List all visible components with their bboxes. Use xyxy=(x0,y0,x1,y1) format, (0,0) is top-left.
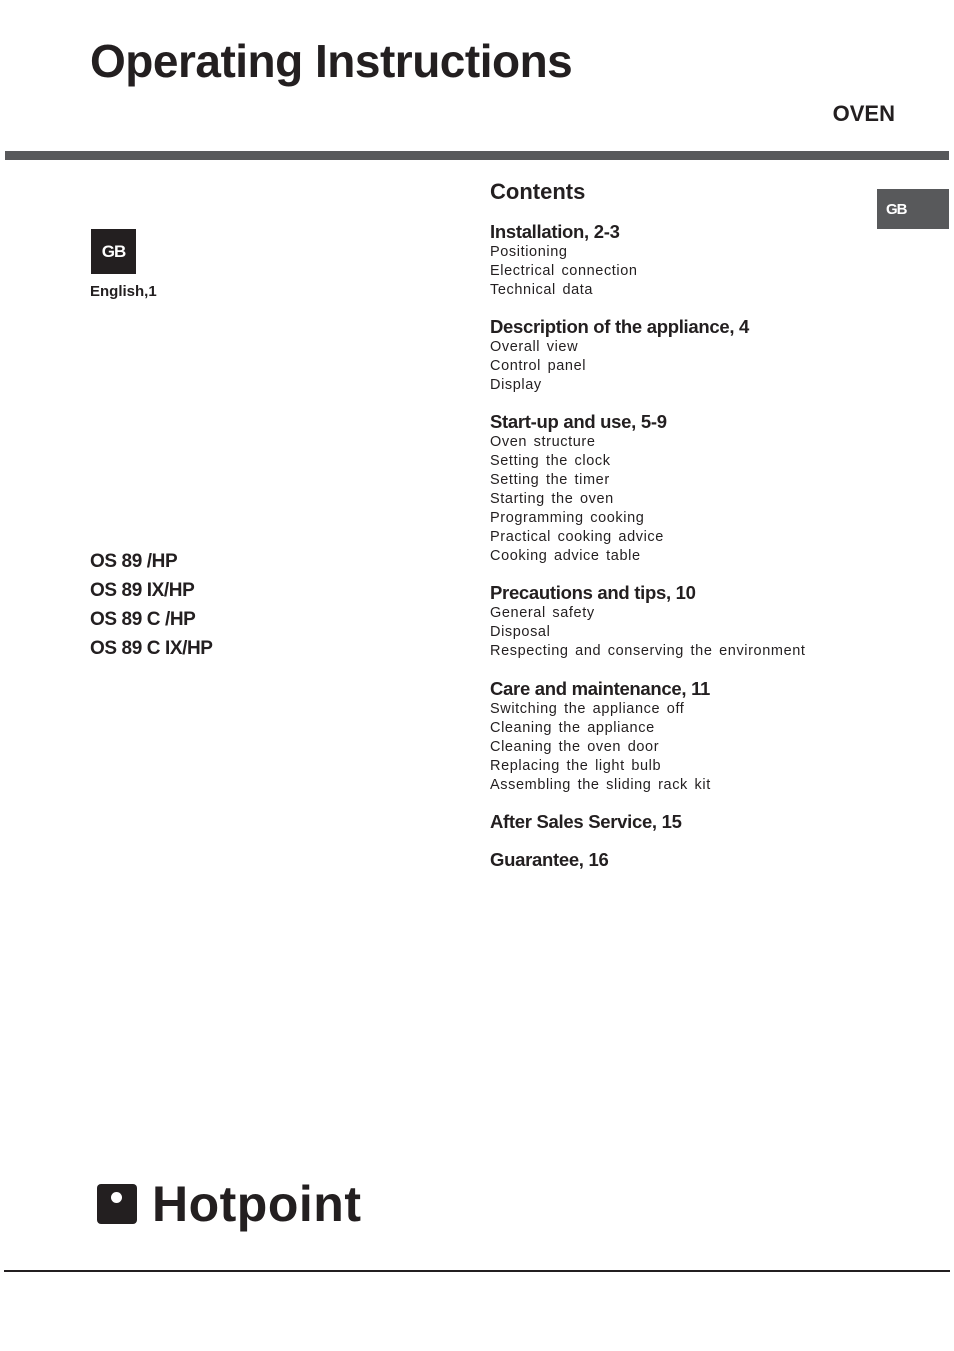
section-item: Cooking advice table xyxy=(490,548,641,564)
language-label: English,1 xyxy=(90,283,157,300)
hotpoint-logo-icon xyxy=(97,1184,137,1224)
section-item: Electrical connection xyxy=(490,263,638,279)
contents-section-startup xyxy=(490,411,667,566)
page-title: Operating Instructions xyxy=(90,35,573,87)
section-title: Guarantee, 16 xyxy=(490,849,609,870)
section-item: Control panel xyxy=(490,358,587,374)
language-tab: GB xyxy=(877,189,949,229)
section-item: Switching the appliance off xyxy=(490,701,685,717)
contents-section-description xyxy=(490,316,749,395)
section-item: Starting the oven xyxy=(490,491,614,507)
contents-section-care xyxy=(490,678,711,795)
model-name: OS 89 /HP xyxy=(90,551,178,572)
section-item: Practical cooking advice xyxy=(490,529,664,545)
footer-divider xyxy=(4,1270,950,1272)
product-type: OVEN xyxy=(832,101,895,126)
model-name: OS 89 C IX/HP xyxy=(90,638,213,659)
contents-section-precautions xyxy=(490,582,806,661)
section-item: Setting the clock xyxy=(490,453,611,469)
contents-heading: Contents xyxy=(490,179,586,204)
section-item: Cleaning the appliance xyxy=(490,720,655,736)
section-item: Overall view xyxy=(490,339,579,355)
section-title: After Sales Service, 15 xyxy=(490,811,682,832)
brand-name: Hotpoint xyxy=(152,1176,362,1232)
model-list xyxy=(90,550,213,666)
section-title: Installation, 2-3 xyxy=(490,221,620,242)
model-name: OS 89 IX/HP xyxy=(90,580,195,601)
section-title: Start-up and use, 5-9 xyxy=(490,411,667,432)
section-title: Care and maintenance, 11 xyxy=(490,678,711,699)
section-item: Positioning xyxy=(490,244,568,260)
contents-section-after-sales xyxy=(490,811,682,833)
section-item: Cleaning the oven door xyxy=(490,739,660,755)
contents-section-installation xyxy=(490,221,638,300)
section-item: Assembling the sliding rack kit xyxy=(490,777,711,793)
section-title: Description of the appliance, 4 xyxy=(490,316,750,337)
section-item: Setting the timer xyxy=(490,472,610,488)
section-item: Technical data xyxy=(490,282,594,298)
language-badge: GB xyxy=(91,229,136,274)
section-item: General safety xyxy=(490,605,595,621)
section-item: Display xyxy=(490,377,542,393)
section-item: Programming cooking xyxy=(490,510,645,526)
section-item: Respecting and conserving the environment xyxy=(490,643,806,659)
header-divider xyxy=(5,151,949,160)
section-item: Disposal xyxy=(490,624,551,640)
section-title: Precautions and tips, 10 xyxy=(490,582,696,603)
contents-section-guarantee xyxy=(490,849,608,871)
hotpoint-logo xyxy=(97,1176,362,1232)
section-item: Oven structure xyxy=(490,434,596,450)
model-name: OS 89 C /HP xyxy=(90,609,196,630)
section-item: Replacing the light bulb xyxy=(490,758,662,774)
